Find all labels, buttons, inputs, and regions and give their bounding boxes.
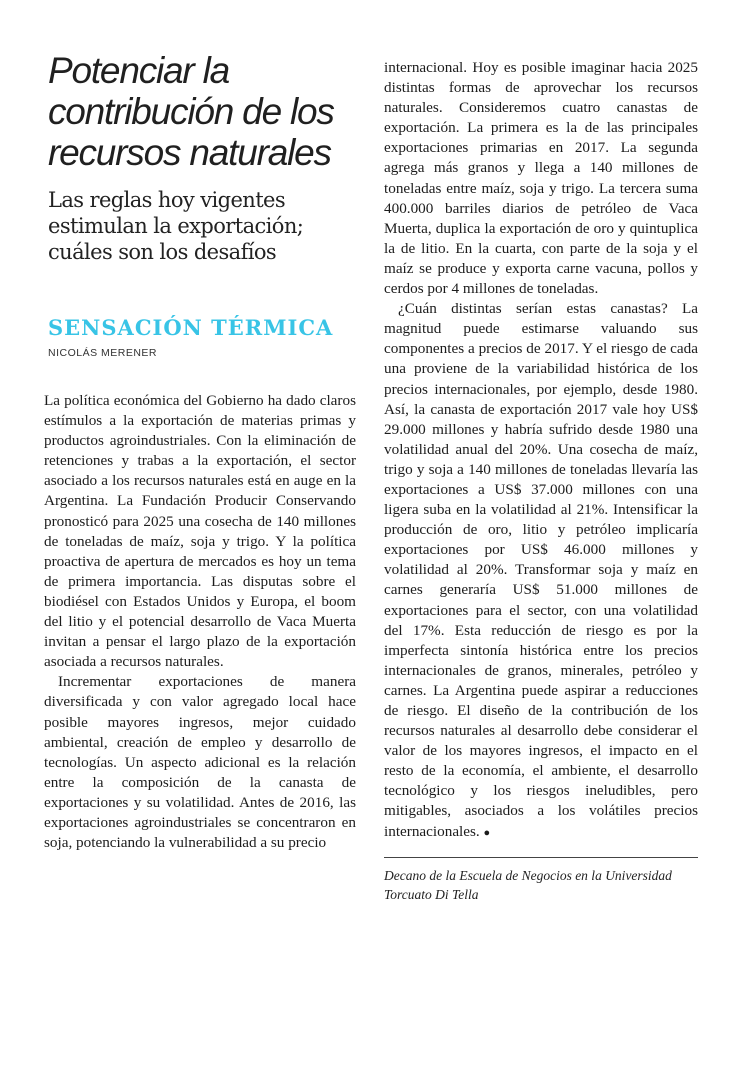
- right-column: [384, 58, 698, 904]
- subheadline: Las reglas hoy vigentes estimulan la exportación; cuáles son los desafíos: [48, 188, 304, 264]
- section-label: SENSACIÓN TÉRMICA: [48, 315, 334, 340]
- end-of-article-mark: ●: [483, 826, 491, 839]
- body-paragraph: Incrementar exportaciones de manera diversificada y con valor agregado local hace posible mayores ingresos, mejor cuidado ambiental, creación de empleo y desarrollo de tecnologías. Un aspecto adicional es la relación entre la composición de la canasta de exportaciones y su volatilidad. Antes de 2016, las exportaciones agroindustriales se concentraron en soja, potenciando la vulnerabilidad a su precio: [44, 673, 356, 852]
- article-body-right: [384, 58, 698, 843]
- byline: NICOLÁS MERENER: [48, 347, 158, 359]
- headline: Potenciar la contribución de los recursos naturales: [48, 50, 334, 173]
- author-note: Decano de la Escuela de Negocios en la Universidad Torcuato Di Tella: [384, 867, 672, 902]
- body-paragraph-text: ¿Cuán distintas serían estas canastas? La magnitud puede estimarse valuando sus componentes a precios de 2017. Y el riesgo de cada una proviene de la variabilidad histórica de los precios internacionales, por ejemplo, desde 1980. Así, la canasta de exportación 2017 vale hoy US$ 29.000 millones y habría sufrido desde 1980 una volatilidad anual del 20%. Una cosecha de maíz, trigo y soja a 140 millones de toneladas llevaría las exportaciones a US$ 37.000 millones con una ligera suba en la volatilidad al 21%. Intensificar la producción de oro, litio y petróleo implicaría exportaciones por US$ 46.000 millones y volatilidad al 20%. Transformar soja y maíz en carnes generaría US$ 51.000 millones de exportaciones para el sector, con una volatilidad del 17%. Esta reducción de riesgo es por la imperfecta sintonía histórica entre los precios internacionales de granos, minerales, petróleo y carnes. La Argentina puede aspirar a reducciones de riesgo. El diseño de la contribución de los recursos naturales al desarrollo debe considerar el valor de los mayores ingresos, el impacto en el resto de la economía, el ambiente, el desarrollo tecnológico y los riesgos ineludibles, pero mitigables, asociados a los volátiles precios internacionales.: [384, 300, 698, 840]
- article-body-left: [44, 391, 356, 853]
- body-paragraph: internacional. Hoy es posible imaginar hacia 2025 distintas formas de aprovechar los recursos naturales. Consideremos cuatro canastas de exportación. La primera es la de las principales exportaciones primarias en 2017. La segunda agrega más granos y llega a 140 millones de toneladas entre maíz, soja y trigo. La tercera suma 400.000 barriles diarios de petróleo de Vaca Muerta, duplica la exportación de oro y quintuplica la de litio. En la cuarta, con parte de la soja y el maíz se produce y exporta carne vacuna, pollos y cerdos por 4 millones de toneladas.: [384, 59, 698, 298]
- footnote-divider: [384, 857, 698, 858]
- body-paragraph: La política económica del Gobierno ha dado claros estímulos a la exportación de materias primas y productos agroindustriales. Con la eliminación de retenciones y trabas a la exportación, el sector asociado a los recursos naturales está en auge en la Argentina. La Fundación Producir Conservando pronosticó para 2025 una cosecha de 140 millones de toneladas de maíz, soja y trigo. Y la política proactiva de apertura de mercados es hoy un tema de primera importancia. Las disputas sobre el biodiésel con Estados Unidos y Europa, el boom del litio y el potencial desarrollo de Vaca Muerta invitan a pensar el largo plazo de la exportación asociada a recursos naturales.: [44, 392, 356, 671]
- body-paragraph: [384, 299, 698, 843]
- left-column: [44, 50, 356, 853]
